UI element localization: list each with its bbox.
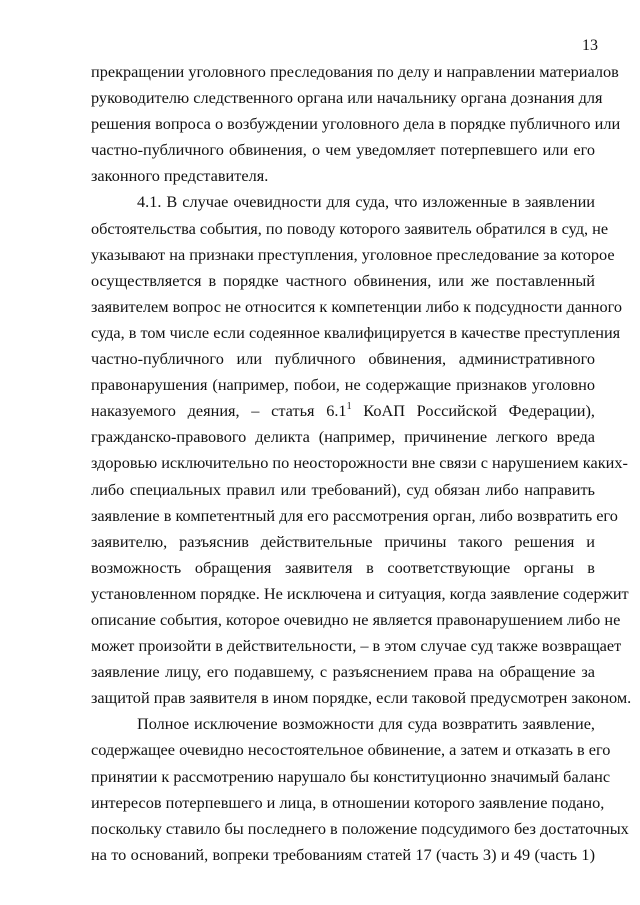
text-line: установленном порядке. Не исключена и ситуация, когда заявление содержит [91, 583, 629, 603]
text-line: частно-публичного обвинения, о чем уведомляет потерпевшего или его [91, 140, 595, 160]
text-line: содержащее очевидно несостоятельное обвинение, а затем и отказать в его [91, 740, 611, 760]
text-line: указывают на признаки преступления, уголовное преследование за которое [91, 244, 615, 264]
body-text [91, 59, 632, 868]
text-line: интересов потерпевшего и лица, в отношении которого заявление подано, [91, 792, 605, 812]
text-line: заявление в компетентный для его рассмотрения орган, либо возвратить его [91, 505, 618, 525]
paragraph-first-line: Полное исключение возможности для суда возвратить заявление, [137, 714, 595, 734]
superscript-mark: 1 [346, 401, 352, 413]
page-number: 13 [582, 37, 598, 54]
text-line-with-footnote [91, 398, 595, 424]
text-line: прекращении уголовного преследования по делу и направлении материалов [91, 62, 619, 81]
text-line: решения вопроса о возбуждении уголовного дела в порядке публичного или [91, 114, 621, 134]
text-line: описание события, которое очевидно не является правонарушением либо не [91, 609, 621, 629]
text-line: защитой прав заявителя в ином порядке, если таковой предусмотрен законом. [91, 688, 632, 708]
text-line: принятии к рассмотрению нарушало бы конституционно значимый баланс [91, 766, 611, 786]
paragraph-4-1-first-line: 4.1. В случае очевидности для суда, что изложенные в заявлении [137, 192, 595, 212]
text-line: либо специальных правил или требований), суд обязан либо направить [91, 479, 595, 499]
text-line: возможность обращения заявителя в соответствующие органы в [91, 557, 595, 577]
text-line: суда, в том числе если содеянное квалифицируется в качестве преступления [91, 322, 621, 342]
text-line: заявителем вопрос не относится к компетенции либо к подсудности данного [91, 296, 623, 316]
text-line: обстоятельства события, по поводу которого заявитель обратился в суд, не [91, 218, 609, 238]
text-line: частно-публичного или публичного обвинения, административного [91, 349, 595, 369]
text-line: осуществляется в порядке частного обвинения, или же поставленный [91, 270, 595, 290]
text-line: правонарушения (например, побои, не содержащие признаков уголовно [91, 375, 595, 395]
text-line: гражданско-правового деликта (например, причинение легкого вреда [91, 427, 595, 447]
text-line: здоровью исключительно по неосторожности вне связи с нарушением каких- [91, 453, 628, 473]
text-line: руководителю следственного органа или начальнику органа дознания для [91, 88, 603, 108]
text-line: поскольку ставило бы последнего в положение подсудимого без достаточных [91, 818, 629, 838]
text-line-start: наказуемого деяния, – статья 6.1 [91, 401, 347, 421]
text-line: заявление лицу, его подавшему, с разъяснением права на обращение за [91, 662, 595, 682]
text-line: законного представителя. [91, 166, 269, 186]
text-line: на то оснований, вопреки требованиям статей 17 (часть 3) и 49 (часть 1) [91, 844, 595, 864]
text-line: заявителю, разъяснив действительные причины такого решения и [91, 531, 595, 551]
text-line-end: КоАП Российской Федерации), [351, 401, 595, 421]
text-line: может произойти в действительности, – в этом случае суд также возвращает [91, 636, 622, 656]
